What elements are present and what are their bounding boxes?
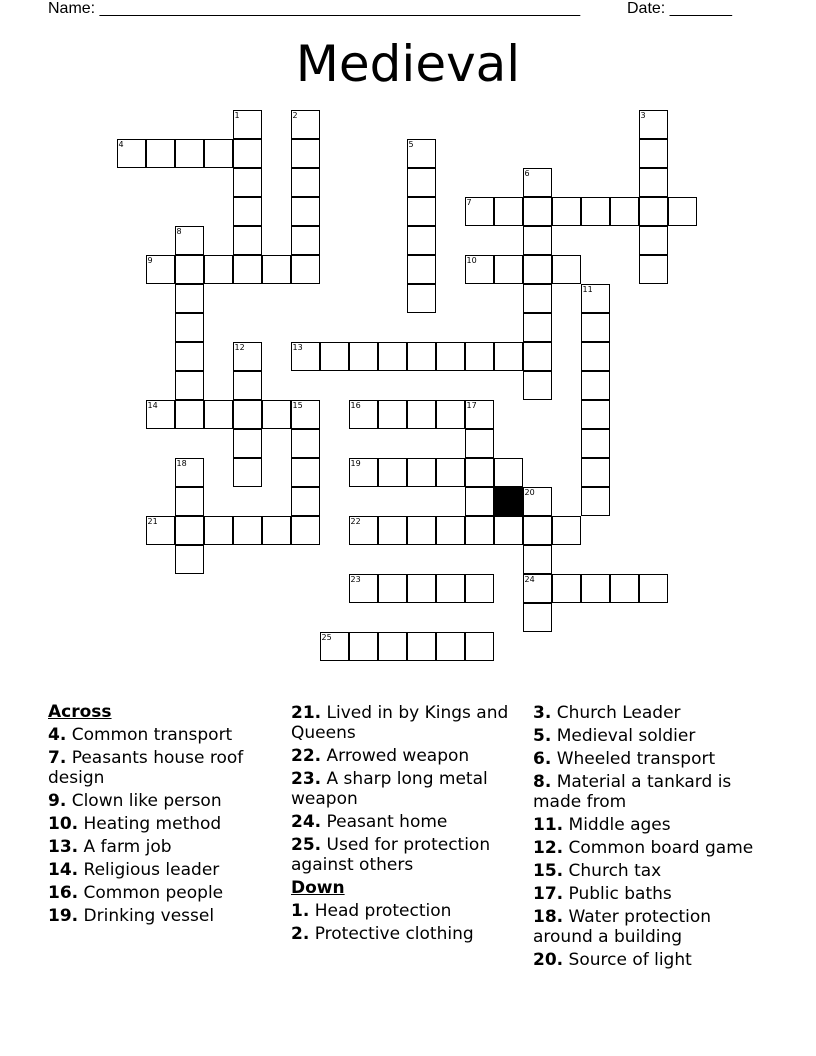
grid-cell[interactable] (639, 139, 668, 168)
grid-cell[interactable] (494, 197, 523, 226)
grid-cell[interactable] (668, 197, 697, 226)
clue-number: 2. (291, 924, 310, 944)
grid-cell[interactable] (320, 632, 349, 661)
clue-item (291, 769, 523, 809)
grid-cell[interactable] (523, 516, 552, 545)
clue-number: 18. (533, 907, 564, 927)
grid-cell[interactable] (233, 458, 262, 487)
clue-item (533, 884, 773, 904)
clue-number: 8 (176, 226, 182, 236)
grid-cell[interactable] (378, 342, 407, 371)
clue-number: 19. (48, 906, 79, 926)
grid-cell[interactable] (581, 371, 610, 400)
clue-item (533, 861, 773, 881)
grid-cell[interactable] (639, 574, 668, 603)
grid-cell[interactable] (204, 516, 233, 545)
grid-cell[interactable] (436, 458, 465, 487)
grid-cell[interactable] (407, 632, 436, 661)
grid-cell[interactable] (436, 400, 465, 429)
grid-cell[interactable] (233, 110, 262, 139)
grid-cell[interactable] (146, 255, 175, 284)
grid-cell[interactable] (465, 429, 494, 458)
grid-cell[interactable] (639, 197, 668, 226)
clue-item (291, 924, 523, 944)
grid-cell[interactable] (175, 313, 204, 342)
clue-number: 21. (291, 703, 322, 723)
grid-cell[interactable] (581, 313, 610, 342)
clue-number: 25. (291, 835, 322, 855)
grid-cell[interactable] (262, 516, 291, 545)
clue-text: Common board game (563, 838, 754, 858)
grid-cell[interactable] (407, 516, 436, 545)
grid-cell[interactable] (407, 139, 436, 168)
clue-text: Protective clothing (309, 924, 474, 944)
grid-cell[interactable] (523, 255, 552, 284)
clue-number: 1 (234, 110, 240, 120)
across-clue-list-continued (291, 703, 523, 875)
clue-number: 7. (48, 748, 67, 768)
down-clue-list-continued (533, 703, 773, 970)
grid-cell[interactable] (639, 110, 668, 139)
grid-cell[interactable] (175, 284, 204, 313)
grid-cell[interactable] (291, 255, 320, 284)
grid-cell[interactable] (378, 400, 407, 429)
clue-text: Wheeled transport (551, 749, 716, 769)
grid-cell[interactable] (407, 400, 436, 429)
clue-item (291, 703, 523, 743)
grid-cell[interactable] (262, 400, 291, 429)
grid-cell[interactable] (465, 487, 494, 516)
clue-text: Water protection around a building (533, 907, 712, 947)
grid-cell[interactable] (523, 487, 552, 516)
clue-item (48, 860, 280, 880)
grid-cell[interactable] (610, 574, 639, 603)
grid-cell[interactable] (407, 284, 436, 313)
clue-number: 6 (524, 168, 530, 178)
grid-cell[interactable] (175, 139, 204, 168)
grid-cell[interactable] (523, 226, 552, 255)
grid-cell[interactable] (320, 342, 349, 371)
clue-text: Church Leader (551, 703, 681, 723)
clues-column-3 (533, 703, 773, 973)
clue-text: A sharp long metal weapon (291, 769, 488, 809)
grid-cell[interactable] (407, 574, 436, 603)
clue-item (533, 726, 773, 746)
grid-cell[interactable] (523, 168, 552, 197)
clue-item (48, 837, 280, 857)
grid-cell[interactable] (581, 400, 610, 429)
grid-cell[interactable] (465, 458, 494, 487)
grid-cell[interactable] (175, 487, 204, 516)
grid-cell[interactable] (407, 226, 436, 255)
grid-cell[interactable] (291, 168, 320, 197)
clue-text: Drinking vessel (78, 906, 215, 926)
clue-text: Common transport (66, 725, 233, 745)
grid-cell[interactable] (465, 400, 494, 429)
grid-cell[interactable] (175, 255, 204, 284)
clue-number: 9 (147, 255, 153, 265)
grid-cell[interactable] (291, 458, 320, 487)
clue-number: 12. (533, 838, 564, 858)
clue-text: Lived in by Kings and Queens (291, 703, 509, 743)
clue-item (533, 907, 773, 947)
clue-item (533, 950, 773, 970)
grid-cell[interactable] (233, 400, 262, 429)
grid-cell[interactable] (291, 226, 320, 255)
clue-number: 11 (582, 284, 593, 294)
grid-cell[interactable] (407, 255, 436, 284)
clue-number: 15 (292, 400, 303, 410)
clue-text: Peasant home (321, 812, 448, 832)
clue-item (291, 746, 523, 766)
grid-cell[interactable] (523, 371, 552, 400)
grid-cell[interactable] (436, 342, 465, 371)
grid-cell[interactable] (436, 516, 465, 545)
grid-cell[interactable] (523, 313, 552, 342)
grid-cell[interactable] (465, 342, 494, 371)
grid-cell[interactable] (581, 429, 610, 458)
grid-cell[interactable] (378, 574, 407, 603)
grid-cell[interactable] (233, 197, 262, 226)
grid-cell[interactable] (117, 139, 146, 168)
grid-cell[interactable] (494, 255, 523, 284)
grid-cell[interactable] (407, 197, 436, 226)
name-label: Name: ______________________________________________________ (48, 0, 581, 17)
grid-cell[interactable] (175, 458, 204, 487)
grid-cell[interactable] (175, 371, 204, 400)
clue-text: Middle ages (563, 815, 671, 835)
grid-cell[interactable] (204, 139, 233, 168)
grid-cell[interactable] (494, 516, 523, 545)
grid-cell[interactable] (233, 371, 262, 400)
grid-cell[interactable] (407, 342, 436, 371)
grid-cell[interactable] (233, 516, 262, 545)
clues-column-2 (291, 703, 523, 947)
clue-number: 9. (48, 791, 67, 811)
clue-number: 23. (291, 769, 322, 789)
grid-cell[interactable] (465, 516, 494, 545)
clue-text: Public baths (563, 884, 672, 904)
grid-cell[interactable] (639, 168, 668, 197)
clue-item (291, 835, 523, 875)
clue-item (533, 772, 773, 812)
grid-cell[interactable] (146, 516, 175, 545)
down-heading: Down (291, 878, 345, 898)
grid-cell[interactable] (233, 429, 262, 458)
grid-cell[interactable] (581, 574, 610, 603)
grid-cell[interactable] (291, 342, 320, 371)
clue-number: 11. (533, 815, 564, 835)
date-label: Date: _______ (627, 0, 732, 17)
clue-number: 5 (408, 139, 414, 149)
grid-cell[interactable] (552, 516, 581, 545)
clue-number: 2 (292, 110, 298, 120)
grid-cell[interactable] (291, 400, 320, 429)
clue-number: 7 (466, 197, 472, 207)
grid-cell[interactable] (552, 255, 581, 284)
clue-number: 24. (291, 812, 322, 832)
grid-cell[interactable] (523, 284, 552, 313)
grid-cell[interactable] (349, 632, 378, 661)
clue-number: 12 (234, 342, 245, 352)
grid-cell[interactable] (146, 139, 175, 168)
clue-item (48, 791, 280, 811)
clue-item (48, 814, 280, 834)
clue-text: Head protection (309, 901, 452, 921)
clue-number: 13 (292, 342, 303, 352)
clue-number: 14 (147, 400, 158, 410)
clue-item (48, 883, 280, 903)
grid-cell[interactable] (436, 574, 465, 603)
grid-cell[interactable] (639, 255, 668, 284)
grid-cell[interactable] (610, 197, 639, 226)
across-clue-list (48, 725, 280, 926)
clue-text: A farm job (78, 837, 172, 857)
grid-cell[interactable] (581, 487, 610, 516)
clue-text: Source of light (563, 950, 692, 970)
clue-number: 4. (48, 725, 67, 745)
across-heading: Across (48, 702, 112, 722)
clue-text: Used for protection against others (291, 835, 491, 875)
grid-cell[interactable] (233, 255, 262, 284)
clue-number: 1. (291, 901, 310, 921)
grid-cell[interactable] (291, 110, 320, 139)
clue-text: Material a tankard is made from (533, 772, 732, 812)
clue-text: Medieval soldier (551, 726, 696, 746)
grid-cell[interactable] (233, 342, 262, 371)
grid-cell[interactable] (407, 168, 436, 197)
grid-cell[interactable] (291, 487, 320, 516)
down-clue-list (291, 901, 523, 944)
clue-item (533, 703, 773, 723)
grid-cell[interactable] (349, 574, 378, 603)
grid-cell[interactable] (349, 400, 378, 429)
clue-number: 4 (118, 139, 124, 149)
grid-cell[interactable] (552, 574, 581, 603)
grid-cell[interactable] (378, 516, 407, 545)
grid-cell[interactable] (175, 400, 204, 429)
grid-cell[interactable] (581, 197, 610, 226)
clue-number: 22. (291, 746, 322, 766)
grid-cell[interactable] (581, 284, 610, 313)
grid-cell[interactable] (581, 458, 610, 487)
grid-cell[interactable] (291, 139, 320, 168)
clue-number: 23 (350, 574, 361, 584)
grid-cell[interactable] (465, 632, 494, 661)
grid-cell[interactable] (465, 255, 494, 284)
clue-text: Church tax (563, 861, 662, 881)
grid-cell[interactable] (523, 574, 552, 603)
clue-number: 21 (147, 516, 158, 526)
grid-cell[interactable] (204, 255, 233, 284)
grid-cell[interactable] (175, 516, 204, 545)
clue-number: 18 (176, 458, 187, 468)
grid-cell[interactable] (523, 603, 552, 632)
grid-cell[interactable] (581, 342, 610, 371)
grid-cell[interactable] (291, 429, 320, 458)
grid-cell[interactable] (349, 458, 378, 487)
grid-cell[interactable] (378, 632, 407, 661)
grid-cell[interactable] (349, 516, 378, 545)
grid-cell[interactable] (494, 342, 523, 371)
clue-item (48, 906, 280, 926)
grid-cell[interactable] (349, 342, 378, 371)
grid-cell[interactable] (146, 400, 175, 429)
grid-cell[interactable] (175, 226, 204, 255)
grid-cell[interactable] (523, 545, 552, 574)
grid-cell[interactable] (523, 197, 552, 226)
grid-cell[interactable] (523, 342, 552, 371)
grid-cell[interactable] (436, 632, 465, 661)
grid-cell[interactable] (291, 197, 320, 226)
clue-text: Arrowed weapon (321, 746, 470, 766)
clue-number: 16 (350, 400, 361, 410)
clue-number: 10 (466, 255, 477, 265)
clue-text: Heating method (78, 814, 222, 834)
clue-number: 17 (466, 400, 477, 410)
clue-item (533, 749, 773, 769)
grid-cell[interactable] (494, 458, 523, 487)
clue-number: 13. (48, 837, 79, 857)
grid-cell[interactable] (233, 168, 262, 197)
clue-number: 14. (48, 860, 79, 880)
clue-item (533, 815, 773, 835)
clue-number: 16. (48, 883, 79, 903)
grid-cell[interactable] (378, 458, 407, 487)
clue-text: Peasants house roof design (48, 748, 244, 788)
clue-number: 22 (350, 516, 361, 526)
clue-number: 3. (533, 703, 552, 723)
clue-number: 5. (533, 726, 552, 746)
clue-number: 10. (48, 814, 79, 834)
grid-cell[interactable] (233, 139, 262, 168)
clues-column-1 (48, 700, 280, 929)
grid-cell[interactable] (465, 574, 494, 603)
grid-cell[interactable] (233, 226, 262, 255)
grid-cell[interactable] (262, 255, 291, 284)
clue-number: 20 (524, 487, 535, 497)
clue-text: Clown like person (66, 791, 222, 811)
grid-cell[interactable] (639, 226, 668, 255)
grid-cell[interactable] (407, 458, 436, 487)
grid-cell[interactable] (552, 197, 581, 226)
puzzle-title: Medieval (295, 35, 521, 93)
grid-cell[interactable] (291, 516, 320, 545)
clue-item (533, 838, 773, 858)
clue-item (48, 748, 280, 788)
clue-number: 15. (533, 861, 564, 881)
clue-item (291, 812, 523, 832)
clue-text: Religious leader (78, 860, 220, 880)
clue-number: 20. (533, 950, 564, 970)
clue-item (291, 901, 523, 921)
clue-number: 8. (533, 772, 552, 792)
clue-number: 24 (524, 574, 535, 584)
clue-number: 3 (640, 110, 646, 120)
grid-cell[interactable] (175, 545, 204, 574)
clue-number: 19 (350, 458, 361, 468)
clue-text: Common people (78, 883, 224, 903)
clue-number: 17. (533, 884, 564, 904)
clue-item (48, 725, 280, 745)
grid-cell[interactable] (175, 342, 204, 371)
grid-cell[interactable] (204, 400, 233, 429)
black-square (494, 487, 523, 516)
grid-cell[interactable] (465, 197, 494, 226)
clue-number: 6. (533, 749, 552, 769)
clue-number: 25 (321, 632, 332, 642)
